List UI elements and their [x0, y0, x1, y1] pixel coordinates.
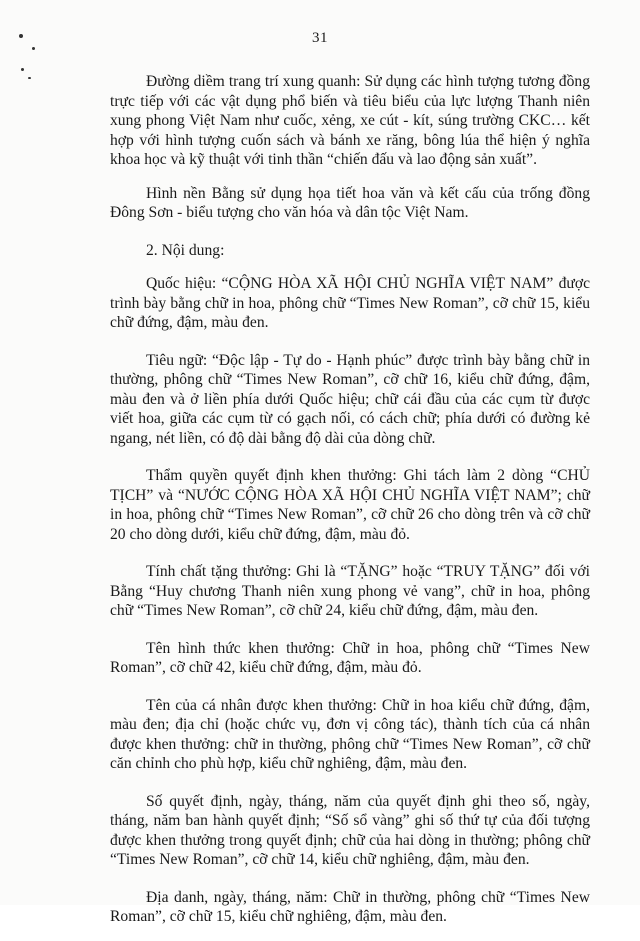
section-heading-content: 2. Nội dung:: [146, 241, 225, 259]
paragraph-background: Hình nền Bằng sử dụng họa tiết hoa văn và kết cấu của trống đồng Đông Sơn - biểu tượng cho văn hóa và dân tộc Việt Nam.: [110, 184, 590, 221]
scan-mark: [32, 47, 35, 50]
paragraph-recipient-name: Tên của cá nhân được khen thưởng: Chữ in hoa kiểu chữ đứng, đậm, màu đen; địa chỉ (hoặc chức vụ, đơn vị công tác), thành tích của cá nhân được khen thưởng: chữ in thường, phông chữ “Times New Roman”, cỡ chữ căn chỉnh cho phù hợp, kiểu chữ nghiêng, đậm, màu đen.: [110, 696, 590, 772]
paragraph-place-date: Địa danh, ngày, tháng, năm: Chữ in thường, phông chữ “Times New Roman”, cỡ chữ 15, kiểu chữ nghiêng, đậm, màu đen.: [110, 888, 590, 925]
page-number: 31: [312, 30, 328, 46]
scan-mark: [28, 77, 31, 79]
paragraph-decision-number: Số quyết định, ngày, tháng, năm của quyết định ghi theo số, ngày, tháng, năm ban hành quyết định; “Số sổ vàng” ghi số thứ tự của đối tượng được khen thưởng trong quyết định; chữ của hai dòng in thường; phông chữ “Times New Roman”, cỡ chữ 14, kiểu chữ nghiêng, đậm, màu đen.: [110, 792, 590, 868]
scan-mark: [21, 68, 24, 71]
paragraph-national-title: Quốc hiệu: “CỘNG HÒA XÃ HỘI CHỦ NGHĨA VIỆT NAM” được trình bày bằng chữ in hoa, phông chữ “Times New Roman”, cỡ chữ 15, kiểu chữ đứng, đậm, màu đen.: [110, 275, 590, 331]
paragraph-border-decoration: Đường diềm trang trí xung quanh: Sử dụng các hình tượng tương đồng trực tiếp với các vật dụng phổ biến và tiêu biểu của lực lượng Thanh niên xung phong Việt Nam như cuốc, xẻng, xe cút - kít, súng trường CKC… kết hợp với hình tượng cuốn sách và bánh xe răng, bông lúa thể hiện ý nghĩa khoa học và kỹ thuật với tinh thần “chiến đấu và lao động sản xuất”.: [110, 73, 590, 168]
paragraph-motto: Tiêu ngữ: “Độc lập - Tự do - Hạnh phúc” được trình bày bằng chữ in thường, phông chữ “Times New Roman”, cỡ chữ 16, kiểu chữ đứng, đậm, màu đen và ở liền phía dưới Quốc hiệu; chữ cái đầu của các cụm từ được viết hoa, giữa các cụm từ có gạch nối, có cách chữ; phía dưới có đường kẻ ngang, nét liền, có độ dài bằng độ dài của dòng chữ.: [110, 351, 590, 447]
paragraph-authority: Thẩm quyền quyết định khen thưởng: Ghi tách làm 2 dòng “CHỦ TỊCH” và “NƯỚC CỘNG HÒA XÃ HỘI CHỦ NGHĨA VIỆT NAM”; chữ in hoa, phông chữ “Times New Roman”, cỡ chữ 26 cho dòng trên và cỡ chữ 20 cho dòng dưới, kiểu chữ đứng, đậm, màu đỏ.: [110, 467, 590, 543]
document-body: [110, 72, 590, 941]
paragraph-award-nature: Tính chất tặng thưởng: Ghi là “TẶNG” hoặc “TRUY TẶNG” đối với Bằng “Huy chương Thanh niên xung phong vẻ vang”, chữ in hoa, phông chữ “Times New Roman”, cỡ chữ 24, kiểu chữ đứng, đậm, màu đen.: [110, 563, 590, 619]
paragraph-award-form: Tên hình thức khen thưởng: Chữ in hoa, phông chữ “Times New Roman”, cỡ chữ 42, kiểu chữ đứng, đậm, màu đỏ.: [110, 639, 590, 676]
